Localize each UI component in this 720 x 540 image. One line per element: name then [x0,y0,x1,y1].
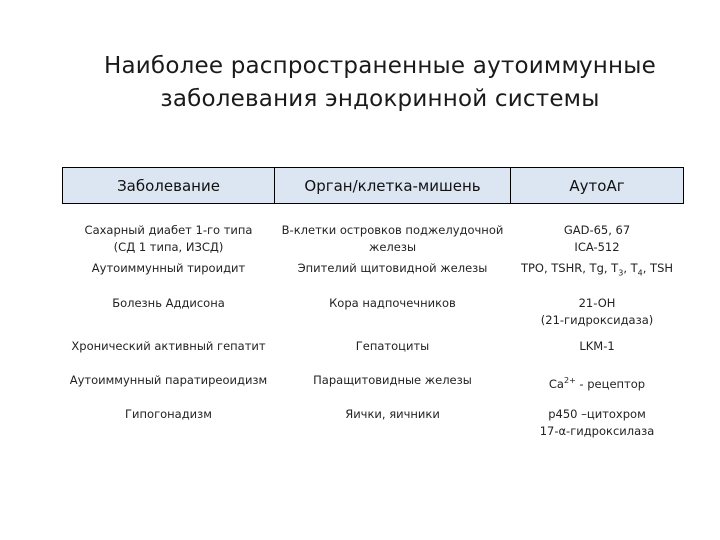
cell-line: Паращитовидные железы [313,373,472,387]
target-cell [275,368,511,402]
table-row [63,204,684,258]
antigen-cell [511,257,684,295]
cell-line: Хронический активный гепатит [71,339,266,353]
antigen-cell [511,204,684,258]
antigen-text: , T [623,261,638,275]
header-antigen: АутоАг [511,168,684,204]
disease-cell [63,204,275,258]
disease-table [62,167,684,444]
cell-line: LKM-1 [579,339,615,353]
header-disease: Заболевание [63,168,275,204]
antigen-text: - рецептор [575,376,646,391]
cell-line: Яички, яичники [345,407,440,421]
cell-line [513,260,682,281]
cell-line: Аутоиммунный паратиреоидизм [69,373,268,387]
antigen-cell [511,368,684,402]
table-row [63,257,684,295]
target-cell [275,402,511,444]
antigen-cell [511,295,684,338]
cell-line [513,372,682,393]
disease-cell [63,402,275,444]
cell-line: 21-OH [578,296,616,310]
antigen-text: Ca [548,376,564,391]
cell-line: Гепатоциты [355,339,430,353]
cell-line: GAD-65, 67 [563,223,631,237]
table-row [63,338,684,368]
page-title [100,50,660,116]
cell-line: (СД 1 типа, ИЗСД) [113,240,224,254]
table-row [63,402,684,444]
cell-line: (21-гидроксидаза) [540,313,654,327]
cell-line: ICA-512 [574,240,620,254]
cell-line: Кора надпочечников [329,296,456,310]
header-target: Орган/клетка-мишень [275,168,511,204]
table-row [63,368,684,402]
cell-line: Аутоиммунный тироидит [91,261,246,275]
cell-line: р450 –цитохром [548,407,646,421]
cell-line: Болезнь Аддисона [112,296,225,310]
disease-cell [63,295,275,338]
target-cell [275,338,511,368]
disease-cell [63,338,275,368]
cell-line: Сахарный диабет 1-го типа [84,223,253,237]
antigen-subscript: 4 [637,268,643,278]
cell-line: В-клетки островков поджелудочной [281,223,504,237]
table-row [63,295,684,338]
cell-line: Эпителий щитовидной железы [297,261,488,275]
antigen-text: TPO, TSHR, Tg, T [520,261,619,275]
target-cell [275,295,511,338]
antigen-cell [511,402,684,444]
title-line-1: Наиболее распространенные аутоиммунные [104,53,656,79]
disease-cell [63,368,275,402]
disease-cell [63,257,275,295]
target-cell [275,257,511,295]
cell-line: Гипогонадизм [125,407,212,421]
cell-line: 17-α-гидроксилаза [539,424,655,438]
antigen-superscript: 2+ [563,376,576,385]
cell-line: железы [368,240,417,254]
title-line-2: заболевания эндокринной системы [160,86,600,112]
table-header-row [63,168,684,204]
target-cell [275,204,511,258]
antigen-subscript: 3 [618,268,624,278]
antigen-cell [511,338,684,368]
antigen-text: , TSH [642,261,674,275]
